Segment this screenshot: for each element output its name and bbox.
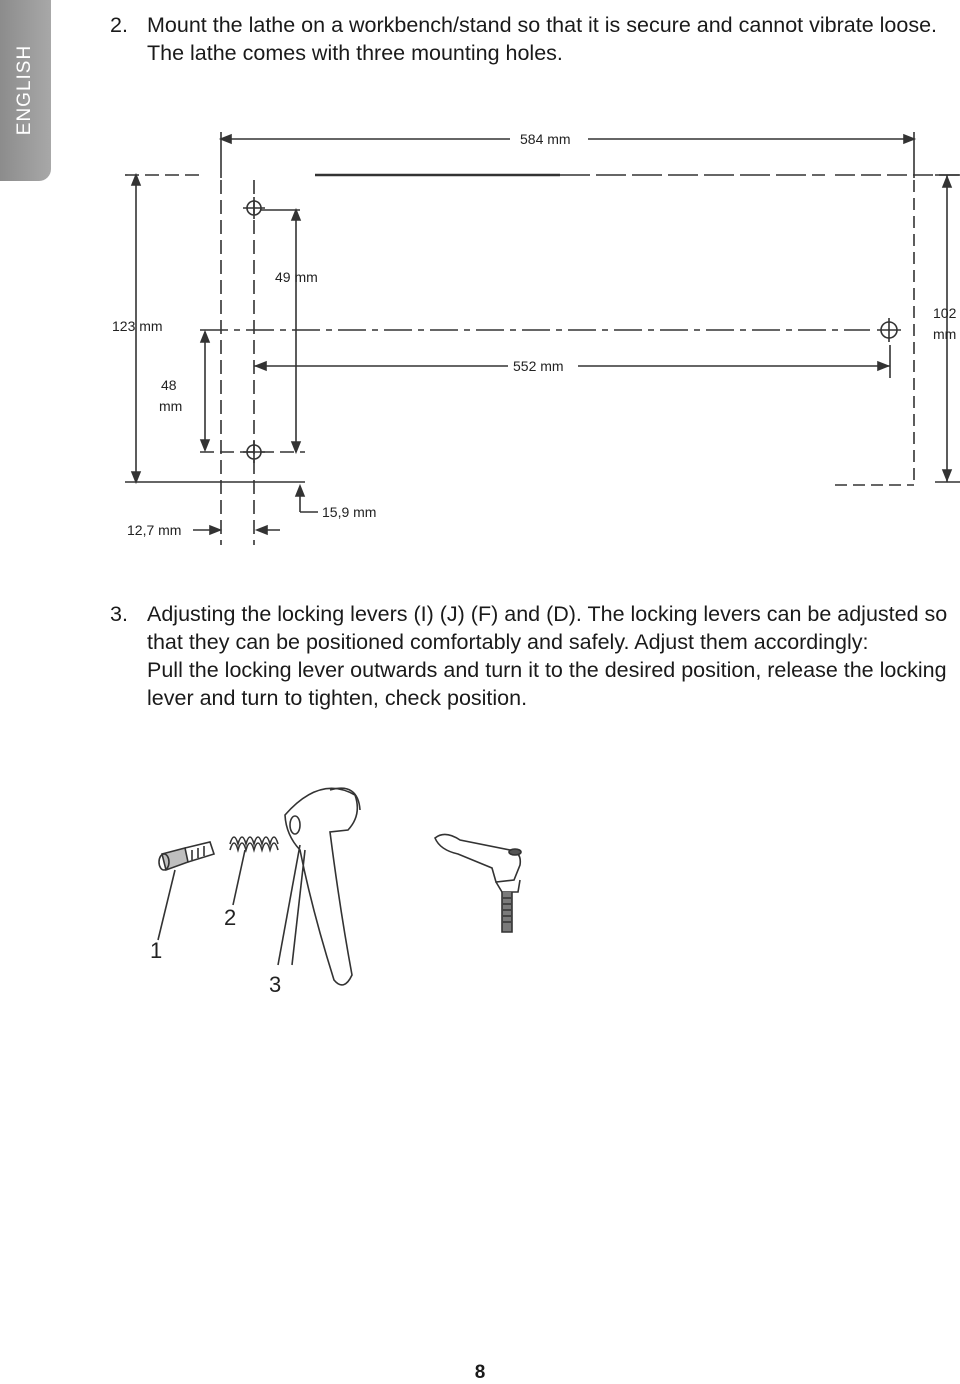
spring-icon [230, 837, 278, 850]
dim-right-height-value: 102 [933, 305, 957, 321]
dim-overall-length: 584 mm [520, 131, 571, 147]
dim-upper-hole-offset: 49 mm [275, 269, 318, 285]
step-2-number: 2. [110, 13, 128, 37]
callout-1: 1 [150, 938, 163, 963]
callout-3: 3 [269, 972, 282, 997]
dim-bottom-edge-offset: 15,9 mm [322, 504, 377, 520]
dim-right-height-unit: mm [933, 326, 957, 342]
callout-2: 2 [224, 905, 237, 930]
dim-overall-height: 123 mm [112, 318, 163, 334]
dim-hole-spacing: 552 mm [513, 358, 564, 374]
lever-handle-icon [285, 788, 360, 985]
mounting-hole-diagram [100, 120, 960, 550]
dim-lower-hole-offset-unit: mm [159, 398, 183, 414]
language-tab [0, 0, 51, 181]
dim-left-edge-offset: 12,7 mm [127, 522, 182, 538]
step-3-text: Adjusting the locking levers (I) (J) (F) and (D). The locking levers can be adjusted so that they can be positioned comfortably and safely. Adjust them accordingly: [147, 602, 948, 654]
bolt-icon [159, 842, 214, 870]
step-3-instruction: Pull the locking lever outwards and turn it to the desired position, release the locking lever and turn to tighten, check position. [147, 658, 947, 710]
step-2 [110, 11, 950, 67]
assembled-locking-lever-icon [435, 834, 521, 932]
step-2-text: Mount the lathe on a workbench/stand so that it is secure and cannot vibrate loose. The lathe comes with three mounting holes. [147, 13, 938, 65]
dim-lower-hole-offset-value: 48 [161, 377, 177, 393]
language-tab-label: ENGLISH [14, 44, 35, 136]
page-number: 8 [474, 1362, 486, 1383]
step-3-number: 3. [110, 602, 128, 626]
step-3 [110, 600, 950, 712]
locking-lever-parts-diagram [130, 770, 570, 1010]
